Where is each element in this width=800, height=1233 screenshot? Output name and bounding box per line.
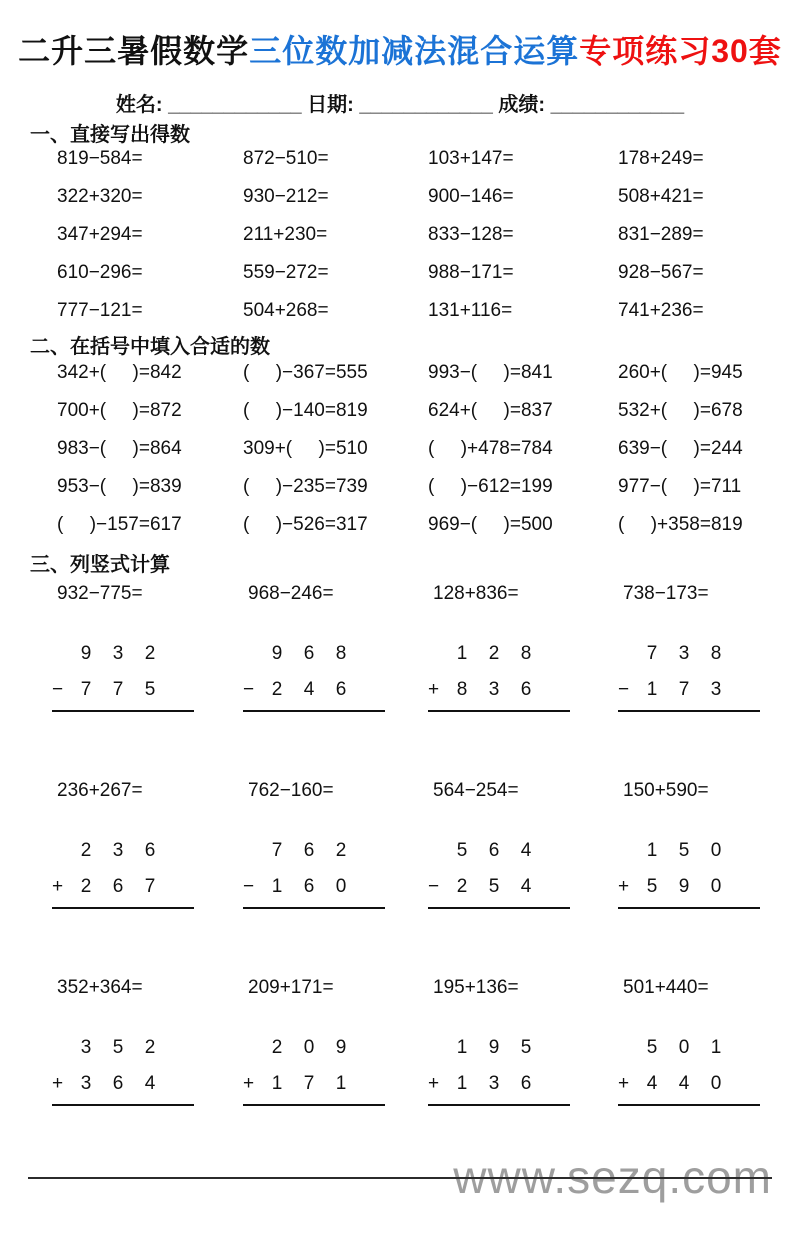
vertical-equation: 932−775= [57, 583, 143, 604]
digit-row [428, 1030, 558, 1066]
vertical-equation: 564−254= [433, 780, 519, 801]
digit: 2 [456, 876, 468, 897]
vertical-problem [243, 582, 428, 712]
digit: 0 [335, 876, 347, 897]
bracket-fill-problem: 983−( )=864 [57, 438, 182, 459]
direct-answer-problem: 833−128= [428, 224, 514, 245]
vertical-problem [428, 779, 618, 909]
digit: 6 [303, 840, 315, 861]
bracket-fill-problem: ( )+478=784 [428, 438, 553, 459]
vertical-problem [52, 976, 243, 1106]
vertical-equation: 150+590= [623, 780, 709, 801]
score-label: 成绩: [492, 94, 551, 116]
section-1-problem-grid [57, 140, 800, 330]
section-3-heading: 三、列竖式计算 [30, 554, 170, 576]
vertical-stack [243, 636, 385, 712]
bracket-fill-problem: ( )−612=199 [428, 476, 553, 497]
vertical-problems-row-1 [52, 582, 800, 712]
direct-answer-problem: 777−121= [57, 300, 143, 321]
digit: 0 [710, 1073, 722, 1094]
vertical-problem [618, 779, 800, 909]
digit: 6 [488, 840, 500, 861]
operator: + [428, 1073, 440, 1094]
digit: 8 [335, 643, 347, 664]
digit: 5 [646, 1037, 658, 1058]
direct-answer-problem: 610−296= [57, 262, 143, 283]
digit: 0 [303, 1037, 315, 1058]
digit: 1 [646, 840, 658, 861]
section-2-heading: 二、在括号中填入合适的数 [30, 336, 270, 358]
digit: 2 [271, 1037, 283, 1058]
digit-row [428, 869, 558, 905]
bracket-fill-problem: ( )−157=617 [57, 514, 182, 535]
digit: 5 [112, 1037, 124, 1058]
digit: 1 [271, 1073, 283, 1094]
vertical-equation: 195+136= [433, 977, 519, 998]
digit: 3 [488, 1073, 500, 1094]
vertical-problem [243, 976, 428, 1106]
vertical-stack [428, 833, 570, 909]
digit: 6 [112, 1073, 124, 1094]
operator: − [243, 679, 255, 700]
digit: 9 [488, 1037, 500, 1058]
vertical-equation: 352+364= [57, 977, 143, 998]
digit: 5 [520, 1037, 532, 1058]
vertical-problem [428, 582, 618, 712]
digit-row [243, 833, 373, 869]
operator: + [618, 1073, 630, 1094]
digit: 6 [520, 679, 532, 700]
bracket-fill-problem: 969−( )=500 [428, 514, 553, 535]
digit-row [618, 869, 748, 905]
digit: 7 [112, 679, 124, 700]
vertical-equation: 236+267= [57, 780, 143, 801]
digit: 7 [271, 840, 283, 861]
vertical-problem [52, 582, 243, 712]
operator: + [52, 1073, 64, 1094]
digit-row [243, 636, 373, 672]
digit: 3 [678, 643, 690, 664]
digit: 2 [335, 840, 347, 861]
vertical-stack [618, 636, 760, 712]
digit-row [428, 636, 558, 672]
digit: 7 [646, 643, 658, 664]
digit: 4 [678, 1073, 690, 1094]
bracket-fill-problem: 639−( )=244 [618, 438, 743, 459]
digit: 7 [303, 1073, 315, 1094]
vertical-equation: 968−246= [248, 583, 334, 604]
name-label: 姓名: [115, 94, 169, 116]
digit: 4 [646, 1073, 658, 1094]
direct-answer-problem: 211+230= [243, 224, 328, 245]
direct-answer-problem: 831−289= [618, 224, 704, 245]
digit: 2 [488, 643, 500, 664]
digit: 7 [678, 679, 690, 700]
bracket-fill-problem: 342+( )=842 [57, 362, 182, 383]
direct-answer-problem: 872−510= [243, 148, 329, 169]
direct-answer-problem: 131+116= [428, 300, 513, 321]
digit: 4 [520, 876, 532, 897]
bracket-fill-problem: 993−( )=841 [428, 362, 553, 383]
direct-answer-problem: 508+421= [618, 186, 704, 207]
digit: 6 [303, 643, 315, 664]
direct-answer-problem: 504+268= [243, 300, 329, 321]
digit: 4 [144, 1073, 156, 1094]
score-blank: ____________ [550, 94, 685, 116]
digit: 0 [678, 1037, 690, 1058]
digit-row [52, 1030, 182, 1066]
bracket-fill-problem: ( )−367=555 [243, 362, 368, 383]
bracket-fill-problem: 953−( )=839 [57, 476, 182, 497]
operator: + [428, 679, 440, 700]
digit: 3 [80, 1073, 92, 1094]
digit: 2 [144, 643, 156, 664]
digit: 9 [80, 643, 92, 664]
vertical-stack [618, 1030, 760, 1106]
digit-row [618, 833, 748, 869]
digit: 1 [271, 876, 283, 897]
digit-row [618, 1030, 748, 1066]
vertical-stack [243, 833, 385, 909]
digit: 8 [710, 643, 722, 664]
digit: 3 [112, 643, 124, 664]
bracket-fill-problem: ( )−140=819 [243, 400, 368, 421]
digit: 8 [456, 679, 468, 700]
bracket-fill-problem: 624+( )=837 [428, 400, 553, 421]
bracket-fill-problem: 532+( )=678 [618, 400, 743, 421]
digit: 2 [80, 840, 92, 861]
operator: − [243, 876, 255, 897]
date-blank: ____________ [359, 94, 493, 116]
digit: 6 [303, 876, 315, 897]
vertical-equation: 762−160= [248, 780, 334, 801]
section-2-problem-grid [57, 354, 800, 544]
page-title [0, 26, 800, 72]
bracket-fill-problem: 309+( )=510 [243, 438, 368, 459]
direct-answer-problem: 347+294= [57, 224, 143, 245]
title-part-blue: 三位数加减法混合运算 [249, 33, 580, 69]
digit: 1 [456, 643, 468, 664]
vertical-stack [428, 636, 570, 712]
digit: 0 [710, 840, 722, 861]
vertical-problem [618, 976, 800, 1106]
digit: 4 [303, 679, 315, 700]
title-part-red: 专项练习30套 [579, 33, 782, 69]
digit-row [52, 869, 182, 905]
digit: 6 [112, 876, 124, 897]
digit: 8 [520, 643, 532, 664]
digit-row [243, 1066, 373, 1102]
vertical-problems-row-2 [52, 779, 800, 909]
digit: 1 [646, 679, 658, 700]
operator: − [52, 679, 64, 700]
digit: 2 [271, 679, 283, 700]
direct-answer-problem: 103+147= [428, 148, 514, 169]
operator: − [618, 679, 630, 700]
digit: 1 [456, 1073, 468, 1094]
bracket-fill-problem: ( )−235=739 [243, 476, 368, 497]
digit: 7 [80, 679, 92, 700]
digit: 3 [80, 1037, 92, 1058]
digit: 6 [335, 679, 347, 700]
digit-row [52, 833, 182, 869]
digit: 3 [112, 840, 124, 861]
vertical-equation: 501+440= [623, 977, 709, 998]
digit: 4 [520, 840, 532, 861]
direct-answer-problem: 928−567= [618, 262, 704, 283]
digit: 1 [335, 1073, 347, 1094]
direct-answer-problem: 900−146= [428, 186, 514, 207]
watermark: www.sezq.com [453, 1151, 772, 1203]
digit: 3 [710, 679, 722, 700]
direct-answer-problem: 178+249= [618, 148, 704, 169]
operator: − [428, 876, 440, 897]
bracket-fill-problem: 700+( )=872 [57, 400, 182, 421]
operator: + [243, 1073, 255, 1094]
vertical-problem [52, 779, 243, 909]
digit: 6 [144, 840, 156, 861]
digit-row [618, 636, 748, 672]
footer-divider-line [28, 1177, 772, 1179]
vertical-stack [618, 833, 760, 909]
section-1-heading: 一、直接写出得数 [30, 124, 190, 146]
bracket-fill-problem: ( )+358=819 [618, 514, 743, 535]
digit: 1 [710, 1037, 722, 1058]
digit-row [52, 636, 182, 672]
vertical-stack [243, 1030, 385, 1106]
vertical-problem [618, 582, 800, 712]
digit: 5 [678, 840, 690, 861]
vertical-stack [52, 636, 194, 712]
digit-row [618, 672, 748, 708]
info-line [0, 88, 800, 117]
digit: 9 [335, 1037, 347, 1058]
digit: 0 [710, 876, 722, 897]
digit: 6 [520, 1073, 532, 1094]
bracket-fill-problem: 260+( )=945 [618, 362, 743, 383]
digit: 2 [144, 1037, 156, 1058]
digit: 7 [144, 876, 156, 897]
operator: + [618, 876, 630, 897]
direct-answer-problem: 819−584= [57, 148, 143, 169]
direct-answer-problem: 741+236= [618, 300, 704, 321]
direct-answer-problem: 930−212= [243, 186, 329, 207]
vertical-problems-row-3 [52, 976, 800, 1106]
bracket-fill-problem: 977−( )=711 [618, 476, 742, 497]
digit: 9 [271, 643, 283, 664]
vertical-stack [52, 833, 194, 909]
digit: 1 [456, 1037, 468, 1058]
vertical-problem [428, 976, 618, 1106]
digit-row [428, 833, 558, 869]
digit-row [52, 1066, 182, 1102]
digit-row [243, 1030, 373, 1066]
digit: 2 [80, 876, 92, 897]
digit-row [428, 672, 558, 708]
date-label: 日期: [301, 94, 360, 116]
digit-row [52, 672, 182, 708]
digit-row [243, 672, 373, 708]
digit-row [618, 1066, 748, 1102]
vertical-equation: 128+836= [433, 583, 519, 604]
operator: + [52, 876, 64, 897]
vertical-stack [52, 1030, 194, 1106]
title-part-black: 二升三暑假数学 [18, 33, 250, 69]
direct-answer-problem: 988−171= [428, 262, 514, 283]
direct-answer-problem: 322+320= [57, 186, 143, 207]
digit-row [428, 1066, 558, 1102]
digit: 5 [646, 876, 658, 897]
digit: 5 [456, 840, 468, 861]
vertical-equation: 738−173= [623, 583, 709, 604]
vertical-stack [428, 1030, 570, 1106]
vertical-problem [243, 779, 428, 909]
digit: 9 [678, 876, 690, 897]
digit-row [243, 869, 373, 905]
bracket-fill-problem: ( )−526=317 [243, 514, 368, 535]
digit: 5 [144, 679, 156, 700]
direct-answer-problem: 559−272= [243, 262, 329, 283]
digit: 5 [488, 876, 500, 897]
name-blank: ____________ [168, 94, 302, 116]
digit: 3 [488, 679, 500, 700]
vertical-equation: 209+171= [248, 977, 334, 998]
